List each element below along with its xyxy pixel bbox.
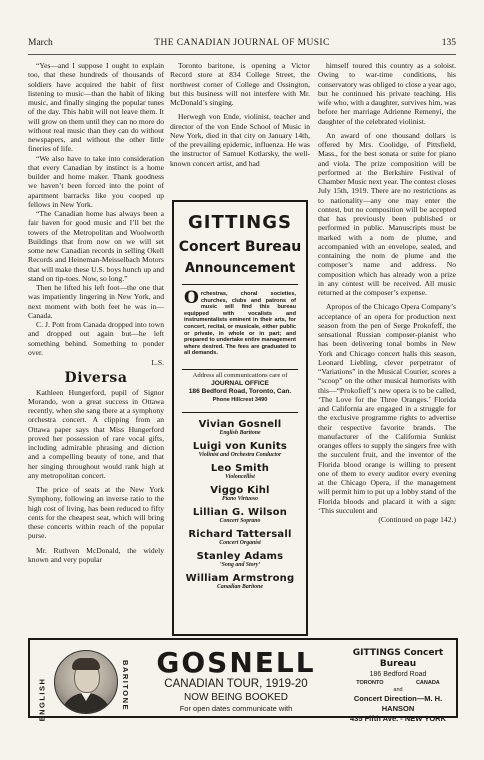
artist-name: Viggo Kihl <box>210 484 270 496</box>
banner-country: CANADA <box>415 680 440 686</box>
banner-tour: CANADIAN TOUR, 1919-20 <box>164 678 308 690</box>
artist-role: Violoncellist <box>225 473 255 480</box>
ad-address-intro: Address all communications care of <box>192 371 288 379</box>
banner-bureau-name: GITTINGS Concert Bureau <box>352 648 444 669</box>
artist-name: William Armstrong <box>185 572 295 584</box>
ad-description <box>174 285 306 361</box>
banner-contact-block <box>340 648 456 724</box>
paragraph: Apropos of the Chicago Opera Company’s acceptance of an opera for production next season from the pen of Serge Prokofeff, the sensational Russian composer-pianist who has been delivering tonal bombs in New York and Chicago concert halls this season, Leonard Liebling, clever perpetrator of “Variations” in the Musical Courier, scores a “scoop” on the other musical humorists with this—“Prokofieff’s new opera is to be called, ‘The Love for the Three Oranges.’ Florida and California are engaged in a struggle for the exclusive programme rights to advertise their respective favorite brands. The manufacturer of the California Sunkist oranges offers to supply the singers free with the succulent fruit, and the inventor of the Florida blood orange is willing to present one of them to every auditor every evening at the Chicago Opera, if the management will permit him to put up a lobby stand of the Florida bloods and placard it with a sign: ‘This succulent and <box>318 302 456 515</box>
artist-name: Vivian Gosnell <box>198 418 282 430</box>
header-journal-title: THE CANADIAN JOURNAL OF MUSIC <box>154 38 330 48</box>
artist-role: Concert Organist <box>219 539 261 546</box>
author-signature: L.S. <box>151 358 164 367</box>
ad-description-text: rchestras, choral societies, churches, clubs and patrons of music will find this bureau equipped with vocalists and instrumentalists eminent in their arts, for concert, recital, or musicale, either public or private, in whole or in part; and prepared to undertake entire management where desired. The fees are graduated to all demands. <box>184 291 296 357</box>
banner-open-dates: For open dates communicate with <box>179 704 293 713</box>
running-header <box>28 38 456 52</box>
artist-name: Richard Tattersall <box>188 528 292 540</box>
gittings-bureau-advertisement <box>172 200 308 636</box>
artist-entry <box>174 507 306 525</box>
paragraph: Then he lifted his left foot—the one that was impatiently lingering in New York, and next moment with both feet he was in—Canada. <box>28 283 164 320</box>
banner-and: and <box>393 687 403 693</box>
banner-booking: NOW BEING BOOKED <box>184 692 288 703</box>
paragraph: The price of seats at the New York Symphony, following an inverse ratio to the high cost of living, has been reduced to fifty cents for the cheapest seat, which will bring these concerts within reach of the popular purse. <box>28 485 164 541</box>
banner-label-baritone: BARITONE <box>121 660 130 712</box>
artist-role: Concert Soprano <box>219 517 261 524</box>
artist-role: Piano Virtuoso <box>222 495 258 502</box>
artist-entry <box>174 419 306 437</box>
banner-direction: Concert Direction—M. H. HANSON <box>353 694 443 713</box>
ad-address-phone: Phone Hillcrest 3490 <box>212 396 268 403</box>
paragraph: himself toured this country as a soloist. Owing to war-time conditions, his conservatory was obliged to close a year ago, but he continued his private teaching. His wife who, with a daughter, survives him, was before her marriage Adrienne Remenyi, the daughter of the celebrated violinist. <box>318 61 456 126</box>
paragraph: “We also have to take into consideration that every Canadian by instinct is a home builder and home maker. Thank goodness we haven’t been forced into the point of apartment barracks like you cooped up fellows in New York. <box>28 153 164 209</box>
paragraph: Herwegh von Ende, violinist, teacher and director of the von Ende School of Music in New York, died in that city on January 14th, of the prevailing epidemic, influenza. He was the instructor of Samuel Kotlarsky, the well-known concert artist, and had <box>170 112 310 168</box>
artist-role: Violinist and Orchestra Conductor <box>198 451 282 458</box>
column-middle <box>170 61 310 168</box>
banner-label-english: ENGLISH <box>37 677 47 722</box>
banner-direction-address: 435 Fifth Ave. - NEW YORK <box>350 714 446 723</box>
artist-entry <box>174 485 306 503</box>
continuation-note: (Continued on page 142.) <box>378 515 456 524</box>
header-page-number: 135 <box>441 38 456 48</box>
ad-subtitle: Concert Bureau <box>178 239 302 255</box>
banner-city: TORONTO <box>356 680 384 686</box>
paragraph: “Yes—and I suppose I ought to explain too, that these hundreds of thousands of soldiers have acquired the habit of first listening to music—than the habit of liking music, and finally singing the popular tunes of the day. This habit will not leave them. It will grow on them until they can no more do without real music than they can do without newspapers, and without the other little fineries of life. <box>28 61 164 154</box>
gosnell-tour-advertisement <box>28 638 458 723</box>
artist-role: Canadian Baritone <box>217 583 263 590</box>
ad-address-street: 186 Bedford Road, Toronto, Can. <box>188 387 292 395</box>
portrait-image <box>54 650 118 714</box>
artist-role: English Baritone <box>219 429 261 436</box>
paragraph: “The Canadian home has always been a fair haven for good music and I’ll bet the towers of the Metropolitan and Woolworth Buildings that from now on we will set some new Canadian records in selling Okell Records and Heineman-Meisselbach Motors that will make these U.S. boys hunch up and stand on tip-toes. Now, so long.” <box>28 209 164 283</box>
ad-title: GITTINGS <box>188 212 292 233</box>
paragraph: Kathleen Hungerford, pupil of Signor Morando, won a great success in Ottawa recently, when she sang there at a symphony orchestra concert. A clipping from an Ottawa paper says that Miss Hungerford proved her possession of rare vocal gifts, including admirable phrasing and diction and a compelling beauty of tone, and that her singing throughout would rank high at any metropolitan concert. <box>28 387 164 480</box>
banner-artist-name: GOSNELL <box>156 646 316 679</box>
artist-name: Luigi von Kunits <box>192 440 288 452</box>
artist-entry <box>174 551 306 569</box>
column-left <box>28 61 164 564</box>
section-heading: Diversa <box>64 370 128 387</box>
artist-name: Stanley Adams <box>196 550 284 562</box>
portrait-hair <box>72 658 100 670</box>
artist-name: Lillian G. Wilson <box>192 506 288 518</box>
artist-list <box>174 413 306 591</box>
banner-bureau-city <box>340 679 456 687</box>
header-rule <box>28 54 456 55</box>
artist-entry <box>174 573 306 591</box>
header-month: March <box>28 38 53 48</box>
paragraph: C. J. Pott from Canada dropped into town and dropped out again but—he left something behind. Something to ponder over. <box>28 320 164 357</box>
drop-cap: O <box>184 288 199 308</box>
ad-announcement: Announcement <box>184 261 296 276</box>
ad-address-office: JOURNAL OFFICE <box>211 379 269 387</box>
column-right <box>318 61 456 524</box>
artist-entry <box>174 441 306 459</box>
paragraph: Mr. Ruthven McDonald, the widely known and very popular <box>28 545 164 564</box>
artist-entry <box>174 463 306 481</box>
ad-address <box>174 370 306 404</box>
artist-entry <box>174 529 306 547</box>
banner-bureau-street: 186 Bedford Road <box>369 671 427 678</box>
artist-role: ‘Song and Story’ <box>219 561 261 568</box>
paragraph: An award of one thousand dollars is offered by Mrs. Coolidge, of Pittsfield, Mass., for the best sonata or suite for piano and viola. The prize composition will be performed at the Berkshire Festival of Chamber Music next year. The contest closes July 15th, 1919. There are no restrictions as to nationality—any one may enter the contest, but no composition will be accepted that has previously been published or performed in public. Manuscripts must be marked with a nom de plume, and accompanied with an envelope, sealed, and containing the nom de plume and the composer’s name and address. No composition which has already won a prize in any contest will be received. All music returned at the composer’s expense. <box>318 130 456 297</box>
artist-name: Leo Smith <box>210 462 270 474</box>
paragraph: Toronto baritone, is opening a Victor Record store at 834 College Street, the northwest corner of College and Ossington, but this business will not interfere with Mr. McDonald’s singing. <box>170 61 310 107</box>
